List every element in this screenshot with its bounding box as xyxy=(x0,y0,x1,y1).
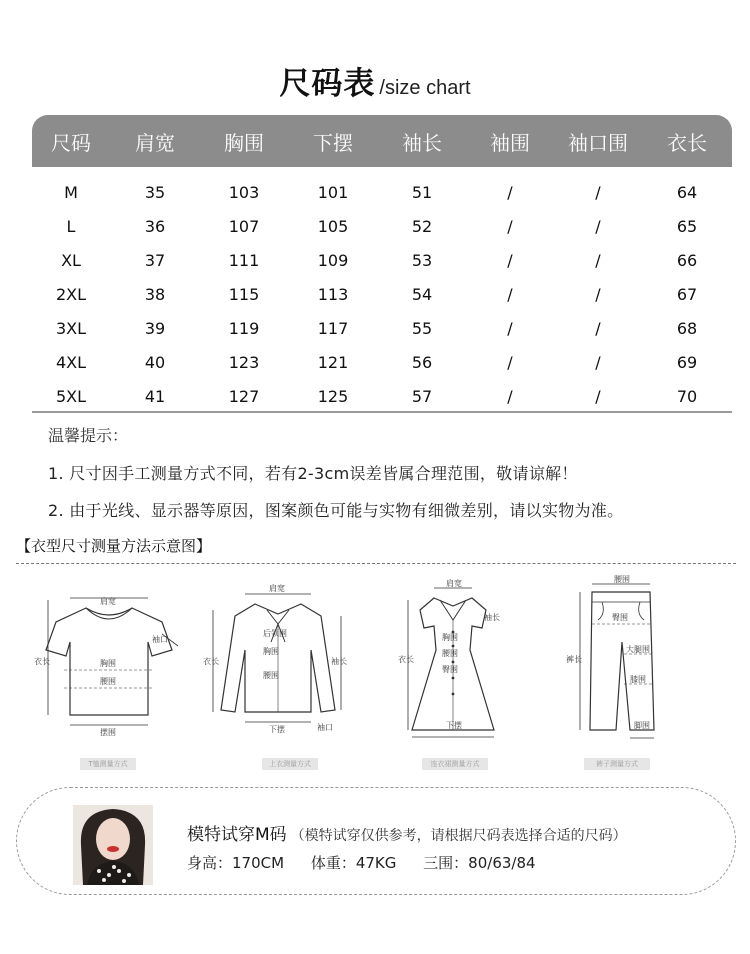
dress-length-label: 衣长 xyxy=(398,655,414,664)
table-row xyxy=(32,277,732,311)
cell: 36 xyxy=(144,216,166,236)
cell: / xyxy=(595,284,601,304)
pants-knee-label: 膝围 xyxy=(630,675,646,684)
pants-caption: 裤子测量方式 xyxy=(584,758,650,770)
cell: 56 xyxy=(411,352,433,372)
header-shoulder: 肩宽 xyxy=(135,130,175,155)
cell: 103 xyxy=(228,182,260,202)
header-chest: 胸围 xyxy=(224,130,264,155)
cell: / xyxy=(595,386,601,406)
tshirt-caption: T恤测量方式 xyxy=(80,758,136,770)
shirt-back-label: 后领围 xyxy=(263,629,287,638)
cell: / xyxy=(507,182,513,202)
table-row xyxy=(32,311,732,345)
dress-hem-label: 下摆 xyxy=(446,721,462,730)
tips-title: 温馨提示： xyxy=(48,426,129,445)
table-row xyxy=(32,175,732,209)
model-note: （模特试穿仅供参考，请根据尺码表选择合适的尺码） xyxy=(290,828,627,844)
size-table xyxy=(32,115,732,413)
cell: 121 xyxy=(317,352,349,372)
cell: / xyxy=(507,250,513,270)
cell: 68 xyxy=(676,318,698,338)
cell: 127 xyxy=(228,386,260,406)
pants-waist-label: 腰围 xyxy=(614,575,630,584)
pants-length-label: 裤长 xyxy=(566,655,582,664)
cell: 101 xyxy=(317,182,349,202)
cell: / xyxy=(507,386,513,406)
cell: 52 xyxy=(411,216,433,236)
cell: 113 xyxy=(317,284,349,304)
cell: 109 xyxy=(317,250,349,270)
shirt-length-label: 衣长 xyxy=(203,657,219,666)
dress-hip-label: 臀围 xyxy=(442,665,458,674)
cell: L xyxy=(66,216,76,236)
cell: 115 xyxy=(228,284,260,304)
cell: 37 xyxy=(144,250,166,270)
table-body xyxy=(32,167,732,413)
model-measurements: 三围：80/63/84 xyxy=(423,854,536,872)
shirt-shoulder-label: 肩宽 xyxy=(269,584,285,593)
cell: 67 xyxy=(676,284,698,304)
cell: 41 xyxy=(144,386,166,406)
cell: 70 xyxy=(676,386,698,406)
header-hem: 下摆 xyxy=(313,130,353,155)
title-en: /size chart xyxy=(379,77,471,99)
tshirt-cuff-label: 袖口 xyxy=(152,635,168,644)
table-divider xyxy=(32,411,732,413)
tshirt-hem-label: 摆围 xyxy=(100,728,116,737)
cell: 53 xyxy=(411,250,433,270)
cell: 2XL xyxy=(55,284,87,304)
cell: 125 xyxy=(317,386,349,406)
table-row xyxy=(32,243,732,277)
cell: / xyxy=(507,318,513,338)
cell: 5XL xyxy=(55,386,87,406)
cell: 40 xyxy=(144,352,166,372)
tshirt-length-label: 衣长 xyxy=(34,657,50,666)
cell: / xyxy=(507,216,513,236)
table-row xyxy=(32,379,732,413)
dress-diagram xyxy=(398,580,508,740)
dress-waist-label: 腰围 xyxy=(442,649,458,658)
shirt-hem-label: 下摆 xyxy=(269,725,285,734)
diagram-heading: 【衣型尺寸测量方法示意图】 xyxy=(16,537,212,555)
header-sleeve-length: 袖长 xyxy=(402,130,442,155)
cell: 119 xyxy=(228,318,260,338)
model-stats xyxy=(187,852,558,873)
cell: / xyxy=(507,284,513,304)
tip-line-1: 1. 尺寸因手工测量方式不同，若有2-3cm误差皆属合理范围，敬请谅解！ xyxy=(48,464,578,483)
shirt-diagram xyxy=(203,580,353,740)
table-row xyxy=(32,209,732,243)
cell: / xyxy=(595,352,601,372)
pants-diagram xyxy=(566,575,676,740)
cell: M xyxy=(64,182,78,202)
cell: 111 xyxy=(228,250,260,270)
tips-section xyxy=(48,423,738,535)
tshirt-shoulder-label: 肩宽 xyxy=(100,597,116,606)
dress-sleeve-label: 袖长 xyxy=(484,613,500,622)
cell: 55 xyxy=(411,318,433,338)
shirt-cuff-label: 袖口 xyxy=(317,723,333,732)
cell: 57 xyxy=(411,386,433,406)
cell: 51 xyxy=(411,182,433,202)
page-title xyxy=(0,58,750,103)
model-weight: 体重：47KG xyxy=(310,854,397,872)
header-sleeve-width: 袖围 xyxy=(490,130,530,155)
cell: / xyxy=(595,318,601,338)
cell: 65 xyxy=(676,216,698,236)
model-avatar xyxy=(73,805,153,885)
cell: 66 xyxy=(676,250,698,270)
cell: 39 xyxy=(144,318,166,338)
cell: 54 xyxy=(411,284,433,304)
pants-hip-label: 臀围 xyxy=(612,613,628,622)
header-cuff: 袖口围 xyxy=(568,130,628,155)
cell: 35 xyxy=(144,182,166,202)
pants-foot-label: 脚围 xyxy=(634,721,650,730)
tshirt-diagram xyxy=(34,580,184,740)
table-row xyxy=(32,345,732,379)
cell: / xyxy=(595,182,601,202)
table-header xyxy=(32,115,732,167)
cell: 117 xyxy=(317,318,349,338)
dashed-divider xyxy=(16,563,736,564)
cell: 3XL xyxy=(55,318,87,338)
cell: 107 xyxy=(228,216,260,236)
cell: 4XL xyxy=(55,352,87,372)
cell: / xyxy=(595,216,601,236)
model-info-card xyxy=(16,787,736,895)
header-length: 衣长 xyxy=(667,130,707,155)
dress-chest-label: 胸围 xyxy=(442,633,458,642)
pants-thigh-label: 大腿围 xyxy=(626,645,650,654)
shirt-chest-label: 胸围 xyxy=(263,647,279,656)
cell: 105 xyxy=(317,216,349,236)
cell: 38 xyxy=(144,284,166,304)
cell: 123 xyxy=(228,352,260,372)
model-size-title xyxy=(187,820,627,845)
title-zh: 尺码表 xyxy=(279,66,376,102)
shirt-caption: 上衣测量方式 xyxy=(262,758,318,770)
tshirt-chest-label: 胸围 xyxy=(100,659,116,668)
cell: / xyxy=(595,250,601,270)
cell: / xyxy=(507,352,513,372)
dress-shoulder-label: 肩宽 xyxy=(446,579,462,588)
model-height: 身高：170CM xyxy=(187,854,285,872)
cell: 64 xyxy=(676,182,698,202)
tip-line-2: 2. 由于光线、显示器等原因，图案颜色可能与实物有细微差别，请以实物为准。 xyxy=(48,501,624,520)
tshirt-waist-label: 腰围 xyxy=(100,677,116,686)
cell: XL xyxy=(61,250,81,270)
cell: 69 xyxy=(676,352,698,372)
shirt-waist-label: 腰围 xyxy=(263,671,279,680)
model-title: 模特试穿M码 xyxy=(187,825,287,845)
dress-caption: 连衣裙测量方式 xyxy=(422,758,488,770)
shirt-sleeve-label: 袖长 xyxy=(331,657,347,666)
header-size: 尺码 xyxy=(51,130,91,155)
